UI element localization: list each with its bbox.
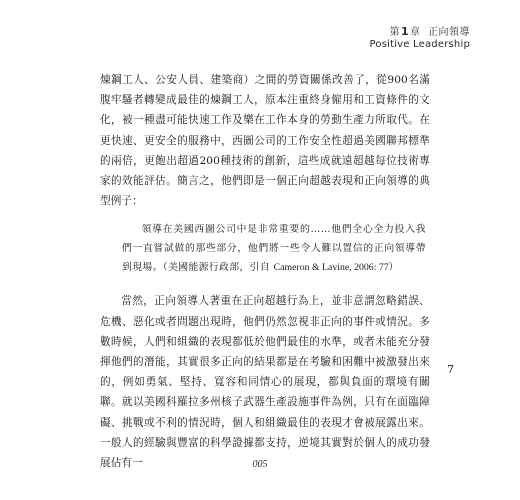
- quote-citation: Cameron & Lavine, 2006: 77）: [273, 262, 399, 274]
- block-quote: [122, 220, 426, 277]
- chapter-heading: [370, 26, 471, 39]
- quote-text: [122, 220, 426, 277]
- paragraph-2: 當然，正向領導人著重在正向超越行為上，並非意謂忽略錯誤、危機、惡化或者問題出現時，他們仍然忽視非正向的事件或情況。多數時候，人們和組織的表現都低於他們最佳的水準，或者未能充分發揮他們的潛能，其實很多正向的結果都是在考驗和困難中被激發出來的，例如勇氣、堅持、寬容和同情心的展現，都與負面的環境有關聯。就以美國科羅拉多州核子武器生產設施事件為例，只有在面臨障礙、挑戰或不利的情況時，個人和組織最佳的表現才會被展露出來。一般人的經驗與豐富的科學證據都支持，逆境其實對於個人的成功發展佔有一: [100, 295, 430, 470]
- chapter-title-en: Positive Leadership: [369, 38, 470, 50]
- chapter-prefix: 第: [389, 27, 400, 38]
- paragraph-spacer: [100, 277, 430, 291]
- chapter-suffix: 章: [410, 27, 421, 38]
- main-text: [100, 70, 430, 473]
- page-number: 005: [252, 459, 268, 470]
- quote-body: 領導在美國西圖公司中是非常重要的……他們全心全力投入我們一直嘗試做的那些部分，他們將一些令人難以置信的正向領導帶到現場。（美國能源行政部，引自: [122, 224, 426, 274]
- chapter-number: 1: [400, 25, 410, 38]
- chapter-title-zh: 正向領導: [428, 27, 470, 38]
- margin-marker: 7: [447, 363, 454, 376]
- paragraph-1: 煉鋼工人、公安人員、建築商）之間的勞資關係改善了，從900名滿腹牢騷者轉變成最佳的煉鋼工人，原本注重終身僱用和工資條件的文化，被一種盡可能快速工作及樂在工作本身的勞動生產力所取代。在更快速、更安全的服務中，西圖公司的工作安全性超過美國聯邦標準的兩倍，更飽出超過200種技術的創新，這些成就遠超越每位技術專家的效能評估。簡言之，他們即是一個正向超越表現和正向領導的典型例子：: [100, 74, 430, 208]
- running-header: [370, 26, 471, 50]
